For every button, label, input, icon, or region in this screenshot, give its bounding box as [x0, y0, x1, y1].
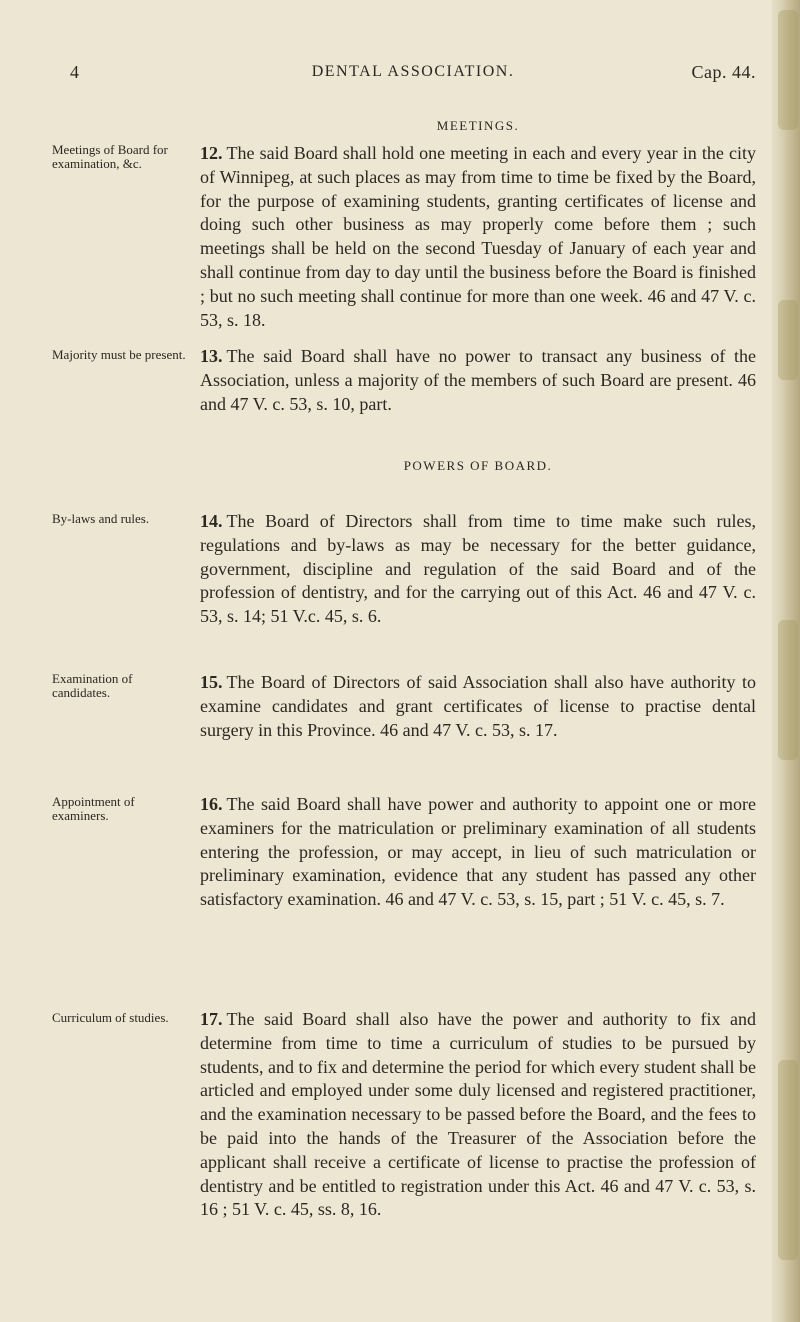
- edge-stain: [778, 300, 798, 380]
- section-text: The said Board shall hold one meeting in each and every year in the city of Winnipeg, at such places as may from time to time be fixed by the Board, for the purpose of examining students, granting certificates of license and doing such other business as may properly come before them ; such meetings shall be held on the second Tuesday of January of each year and shall continue from day to day until the business before the Board is finished ; but no such meeting shall continue for more than one week. 46 and 47 V. c. 53, s. 18.: [200, 143, 756, 330]
- page-number: 4: [70, 62, 80, 82]
- section-paragraph: [200, 671, 756, 742]
- section-number: 17.: [200, 1009, 223, 1029]
- section-paragraph: [200, 793, 756, 912]
- section-text: The said Board shall have no power to transact any business of the Association, unless a majority of the members of such Board are present. 46 and 47 V. c. 53, s. 10, part.: [200, 346, 756, 414]
- section-text: The said Board shall have power and authority to appoint one or more examiners for the matriculation or preliminary examination of all students entering the profession, or may accept, in lieu of such matriculation or preliminary examination, evidence that any student has passed any other satisfactory examination. 46 and 47 V. c. 53, s. 15, part ; 51 V. c. 45, s. 7.: [200, 794, 756, 910]
- section-paragraph: [200, 345, 756, 416]
- section-paragraph: [200, 142, 756, 332]
- section-text: The Board of Directors shall from time to time make such rules, regulations and by-laws as may be necessary for the better guidance, government, discipline and regulation of the said Board and of the profession of dentistry, and for the carrying out of this Act. 46 and 47 V. c. 53, s. 14; 51 V.c. 45, s. 6.: [200, 511, 756, 627]
- margin-note: Appointment of examiners.: [52, 794, 135, 823]
- page-edge-binding: [772, 0, 800, 1322]
- margin-note: Examination of candidates.: [52, 671, 133, 700]
- section-number: 13.: [200, 346, 223, 366]
- section-heading-meetings: MEETINGS.: [436, 118, 520, 133]
- section-number: 16.: [200, 794, 223, 814]
- section-text: The said Board shall also have the power and authority to fix and determine from time to time a curriculum of studies to be pursued by students, and to fix and determine the period for which every student shall be articled and employed under some duly licensed and registered practitioner, and the examination necessary to be passed before the Board, and the fees to be paid into the hands of the Treasurer of the Association before the applicant shall receive a certificate of license to practise the profession of dentistry and be entitled to registration under this Act. 46 and 47 V. c. 53, s. 16 ; 51 V. c. 45, ss. 8, 16.: [200, 1009, 756, 1220]
- section-number: 14.: [200, 511, 223, 531]
- running-head: [70, 62, 756, 86]
- edge-stain: [778, 10, 798, 130]
- section-heading-powers-of-board: POWERS OF BOARD.: [403, 458, 553, 473]
- margin-note: By-laws and rules.: [52, 511, 150, 526]
- margin-note: Majority must be present.: [52, 347, 186, 362]
- section-paragraph: [200, 1008, 756, 1222]
- section-number: 12.: [200, 143, 223, 163]
- section-paragraph: [200, 510, 756, 629]
- running-title: DENTAL ASSOCIATION.: [311, 63, 515, 80]
- margin-note: Curriculum of studies.: [52, 1010, 169, 1025]
- section-number: 15.: [200, 672, 223, 692]
- section-text: The Board of Directors of said Association shall also have authority to examine candidates and grant certificates of license to practise dental surgery in this Province. 46 and 47 V. c. 53, s. 17.: [200, 672, 756, 740]
- margin-note: Meetings of Board for examination, &c.: [52, 142, 168, 171]
- edge-stain: [778, 1060, 798, 1260]
- edge-stain: [778, 620, 798, 760]
- chapter-label: Cap. 44.: [691, 62, 756, 82]
